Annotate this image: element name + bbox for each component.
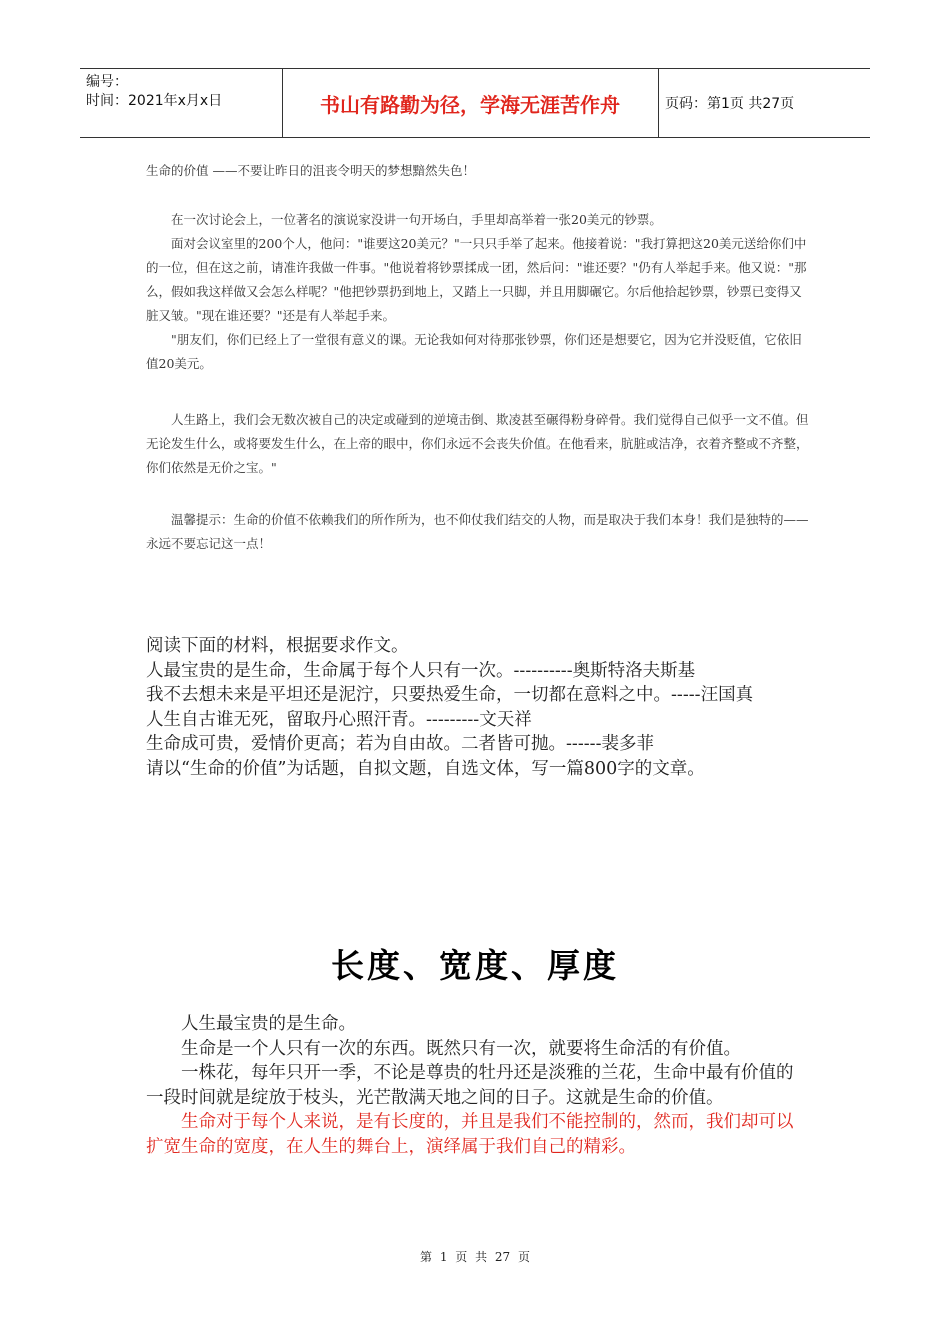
- essay-title: 长度、宽度、厚度: [331, 946, 619, 985]
- story-paragraph: 面对会议室里的200个人，他问："谁要这20美元？"一只只手举了起来。他接着说："我打算把这20美元送给你们中的一位，但在这之前，请准许我做一件事。"他说着将钞票揉成一团，然后问："谁还要？"仍有人举起手来。他又说："那么，假如我这样做又会怎么样呢？"他把钞票扔到地上，又踏上一只脚，并且用脚碾它。尔后他拾起钞票，钞票已变得又脏又皱。"现在谁还要？"还是有人举起手来。: [146, 236, 807, 323]
- tip-paragraph: 温馨提示：生命的价值不依赖我们的所作所为，也不仰仗我们结交的人物，而是取决于我们本身！我们是独特的——永远不要忘记这一点！: [146, 512, 809, 551]
- number-label: 编号：: [86, 74, 128, 90]
- assignment-line: 人生自古谁无死，留取丹心照汗青。---------文天祥: [146, 709, 532, 730]
- header-motto: 书山有路勤为径，学海无涯苦作舟: [320, 92, 620, 117]
- assignment-line: 生命成可贵，爱情价更高；若为自由故。二者皆可抛。------裴多菲: [146, 734, 654, 754]
- page-footer: 第 1 页 共 27 页: [420, 1250, 530, 1264]
- reflection-paragraph: 人生路上，我们会无数次被自己的决定或碰到的逆境击倒、欺凌甚至碾得粉身碎骨。我们觉得自己似乎一文不值。但无论发生什么，或将要发生什么，在上帝的眼中，你们永远不会丧失价值。在他看来，肮脏或洁净，衣着齐整或不齐整，你们依然是无价之宝。": [146, 412, 809, 475]
- essay-paragraph: 一株花，每年只开一季，不论是尊贵的牡丹还是淡雅的兰花，生命中最有价值的一段时间就是绽放于枝头，光芒散满天地之间的日子。这就是生命的价值。: [146, 1063, 794, 1108]
- essay-highlight-paragraph: 生命对于每个人来说，是有长度的，并且是我们不能控制的，然而，我们却可以扩宽生命的宽度，在人生的舞台上，演绎属于我们自己的精彩。: [146, 1112, 794, 1157]
- essay-paragraph: 生命是一个人只有一次的东西。既然只有一次，就要将生命活的有价值。: [181, 1038, 741, 1059]
- page-header: [80, 68, 870, 138]
- story-paragraph: 在一次讨论会上，一位著名的演说家没讲一句开场白，手里却高举着一张20美元的钞票。: [171, 212, 662, 227]
- assignment-line: 请以“生命的价值”为话题，自拟文题，自选文体，写一篇800字的文章。: [146, 758, 705, 779]
- header-divider: [658, 69, 659, 137]
- assignment-line: 我不去想未来是平坦还是泥泞，只要热爱生命，一切都在意料之中。-----汪国真: [146, 685, 754, 705]
- essay-paragraph: 人生最宝贵的是生命。: [181, 1014, 356, 1034]
- story-section: [146, 208, 810, 376]
- tip-section: [146, 508, 810, 556]
- story-paragraph: "朋友们，你们已经上了一堂很有意义的课。无论我如何对待那张钞票，你们还是想要它，因为它并没贬值，它依旧值20美元。: [146, 332, 802, 371]
- header-meta: [86, 73, 282, 111]
- assignment-line: 阅读下面的材料，根据要求作文。: [146, 636, 409, 656]
- essay-body: [146, 1012, 810, 1159]
- header-page-info: 页码：第1页 共27页: [665, 96, 795, 112]
- assignment-line: 人最宝贵的是生命，生命属于每个人只有一次。----------奥斯特洛夫斯基: [146, 660, 696, 681]
- reflection-section: [146, 408, 810, 480]
- assignment-section: [146, 634, 810, 781]
- intro-title: 生命的价值 ——不要让昨日的沮丧令明天的梦想黯然失色！: [146, 163, 475, 178]
- time-label: 时间：2021年x月x日: [86, 93, 223, 109]
